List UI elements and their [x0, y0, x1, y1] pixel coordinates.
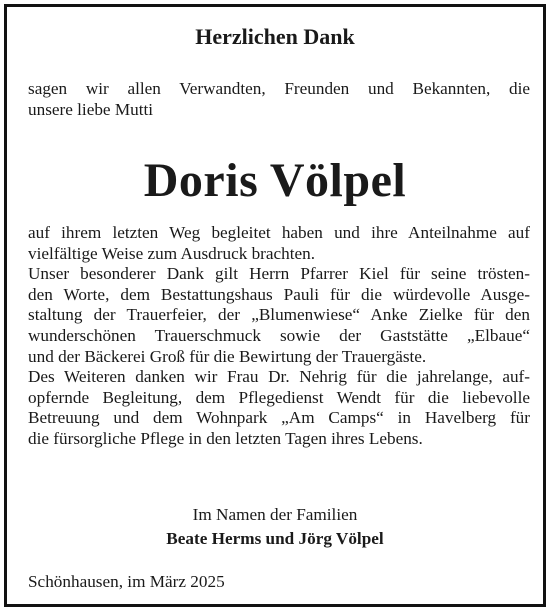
place-date: Schönhausen, im März 2025 [28, 572, 225, 591]
body-line: und der Bäckerei Groß für die Bewirtung der Trauergäste. [28, 346, 427, 366]
signoff [7, 503, 543, 551]
body-line: den Worte, dem Bestattungshaus Pauli für die würdevolle Ausge- [28, 284, 530, 304]
family-names: Beate Herms und Jörg Völpel [166, 529, 384, 548]
intro-line: unsere liebe Mutti [28, 99, 154, 119]
body-line: die fürsorgliche Pflege in den letzten Tagen ihres Lebens. [28, 428, 423, 448]
heading: Herzlichen Dank [195, 24, 355, 49]
obituary-card [4, 4, 546, 607]
intro-paragraph [28, 79, 530, 120]
body-line: staltung der Trauerfeier, der „Blumenwiese“ Anke Zielke für den [28, 305, 530, 325]
intro-line: sagen wir allen Verwandten, Freunden und Bekannten, die [28, 79, 530, 98]
body-line: wunderschönen Trauerschmuck sowie der Gaststätte „Elbaue“ [28, 325, 530, 345]
body-line: Des Weiteren danken wir Frau Dr. Nehrig für die jahrelange, auf- [28, 367, 530, 387]
body-line: vielfältige Weise zum Ausdruck brachten. [28, 243, 316, 263]
deceased-name: Doris Völpel [143, 154, 407, 207]
body-line: opfernde Begleitung, dem Pflegedienst Wendt für die liebevolle [28, 387, 530, 407]
body-line: Unser besonderer Dank gilt Herrn Pfarrer Kiel für seine trösten- [28, 264, 530, 284]
body-line: auf ihrem letzten Weg begleitet haben und ihre Anteilnahme auf [28, 223, 530, 242]
signoff-line: Im Namen der Familien [192, 505, 358, 524]
body-paragraph [28, 223, 530, 450]
body-line: Betreuung und dem Wohnpark „Am Camps“ in Havelberg für [28, 408, 530, 428]
